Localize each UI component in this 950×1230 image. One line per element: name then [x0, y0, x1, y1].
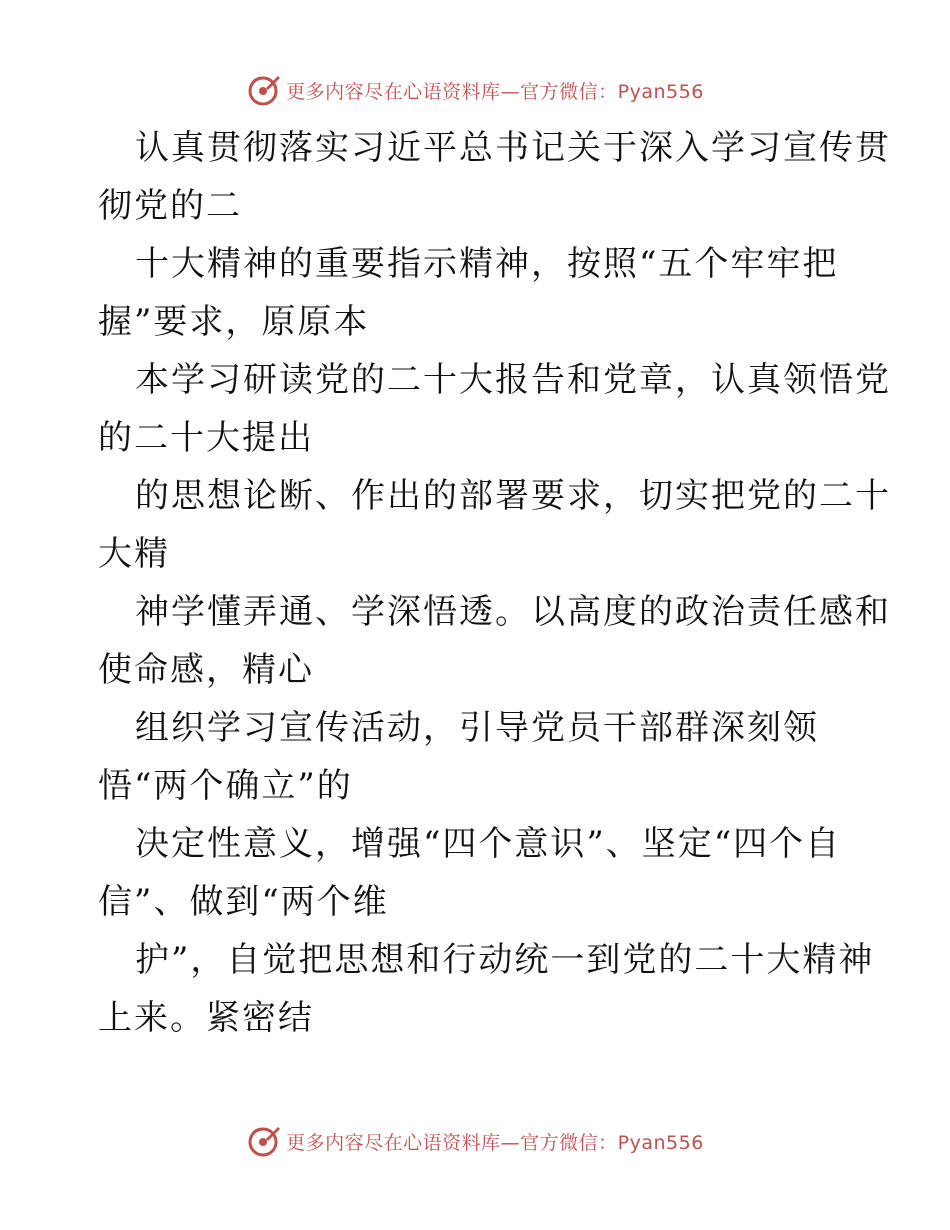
paragraph-line: 的二十大提出 — [98, 418, 314, 458]
paragraph-line: 护”，自觉把思想和行动统一到党的二十大精神 — [135, 940, 875, 980]
pen-nib-circle-icon — [246, 1124, 282, 1158]
watermark-text: 更多内容尽在心语资料库—官方微信：Pyan556 — [286, 80, 704, 103]
paragraph-line: 决定性意义，增强“四个意识”、坚定“四个自 — [135, 824, 842, 864]
paragraph-line: 十大精神的重要指示精神，按照“五个牢牢把 — [135, 244, 839, 284]
paragraph-line: 本学习研读党的二十大报告和党章，认真领悟党 — [135, 360, 891, 400]
paragraph-line: 握”要求，原原本 — [98, 302, 370, 342]
paragraph-line: 信”、做到“两个维 — [98, 882, 389, 922]
paragraph-line: 认真贯彻落实习近平总书记关于深入学习宣传贯 — [135, 128, 891, 168]
watermark-text: 更多内容尽在心语资料库—官方微信：Pyan556 — [286, 1131, 704, 1154]
paragraph-line: 彻党的二 — [98, 186, 242, 226]
footer-watermark — [0, 1121, 950, 1161]
paragraph-line: 的思想论断、作出的部署要求，切实把党的二十 — [135, 476, 891, 516]
paragraph-line: 神学懂弄通、学深悟透。以高度的政治责任感和 — [135, 592, 891, 632]
pen-nib-circle-icon — [246, 73, 282, 107]
paragraph-line: 大精 — [98, 534, 170, 574]
paragraph-line: 组织学习宣传活动，引导党员干部群深刻领 — [135, 708, 819, 748]
paragraph-line: 使命感，精心 — [98, 650, 314, 690]
paragraph-line: 上来。紧密结 — [98, 998, 314, 1038]
paragraph-line: 悟“两个确立”的 — [98, 766, 353, 806]
header-watermark — [0, 70, 950, 110]
